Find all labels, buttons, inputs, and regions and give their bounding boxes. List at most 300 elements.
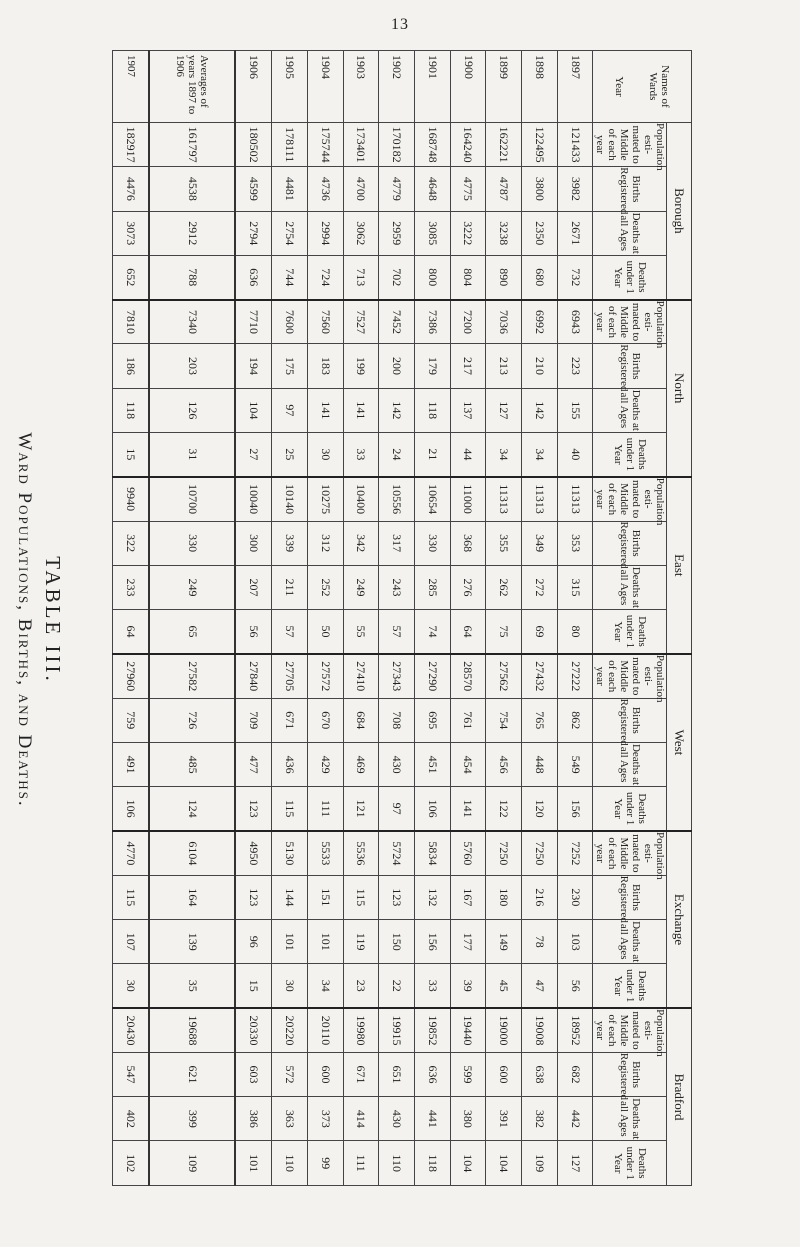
- column-header-deaths-under1: Deaths under 1 Year: [593, 610, 667, 654]
- cell-borough-population: 162221: [486, 123, 522, 167]
- cell-north-deaths-all: 142: [379, 388, 415, 432]
- cell-borough-deaths-all: 3062: [343, 211, 379, 255]
- cell-bradford-births: 636: [414, 1052, 450, 1096]
- cell-exchange-deaths-all: 149: [486, 920, 522, 964]
- cell-borough-deaths-under1: 652: [113, 255, 150, 299]
- cell-east-births: 353: [557, 521, 593, 565]
- cell-exchange-deaths-all: 119: [343, 920, 379, 964]
- cell-borough-deaths-under1: 702: [379, 255, 415, 299]
- cell-exchange-population: 7250: [522, 831, 558, 875]
- column-header-births: Births Registered: [593, 167, 667, 211]
- cell-bradford-deaths-under1: 118: [414, 1141, 450, 1186]
- cell-west-deaths-under1: 111: [307, 787, 343, 831]
- row-label: 1906: [235, 51, 272, 123]
- cell-east-deaths-under1: 75: [486, 610, 522, 654]
- corner-header-year: Year: [613, 76, 626, 97]
- cell-east-population: 11313: [486, 477, 522, 521]
- cell-west-births: 759: [113, 698, 150, 742]
- cell-east-deaths-all: 233: [113, 565, 150, 609]
- cell-exchange-deaths-all: 150: [379, 920, 415, 964]
- cell-east-deaths-all: 211: [272, 565, 308, 609]
- cell-bradford-deaths-under1: 110: [272, 1141, 308, 1186]
- cell-north-population: 7386: [414, 300, 450, 344]
- cell-borough-deaths-under1: 800: [414, 255, 450, 299]
- cell-bradford-deaths-all: 441: [414, 1097, 450, 1141]
- cell-west-deaths-under1: 124: [149, 787, 234, 831]
- cell-bradford-deaths-under1: 110: [379, 1141, 415, 1186]
- cell-east-deaths-under1: 50: [307, 610, 343, 654]
- cell-west-deaths-under1: 106: [414, 787, 450, 831]
- table-row-1905: [272, 51, 308, 1186]
- cell-west-births: 765: [522, 698, 558, 742]
- cell-borough-deaths-all: 2994: [307, 211, 343, 255]
- cell-north-deaths-under1: 34: [486, 432, 522, 476]
- cell-east-deaths-under1: 56: [235, 610, 272, 654]
- cell-borough-deaths-under1: 636: [235, 255, 272, 299]
- cell-north-births: 179: [414, 344, 450, 388]
- cell-borough-population: 164240: [450, 123, 486, 167]
- cell-borough-population: 173401: [343, 123, 379, 167]
- cell-west-population: 27222: [557, 654, 593, 698]
- cell-borough-population: 170182: [379, 123, 415, 167]
- cell-north-births: 200: [379, 344, 415, 388]
- cell-exchange-population: 5533: [307, 831, 343, 875]
- cell-west-deaths-under1: 120: [522, 787, 558, 831]
- cell-bradford-population: 18952: [557, 1008, 593, 1052]
- cell-exchange-deaths-under1: 56: [557, 964, 593, 1008]
- cell-bradford-deaths-under1: 109: [522, 1141, 558, 1186]
- corner-header: [593, 51, 692, 123]
- cell-exchange-births: 115: [343, 875, 379, 919]
- column-header-births: Births Registered: [593, 875, 667, 919]
- cell-exchange-deaths-under1: 23: [343, 964, 379, 1008]
- cell-borough-births: 4700: [343, 167, 379, 211]
- row-label: 1905: [272, 51, 308, 123]
- cell-exchange-population: 5130: [272, 831, 308, 875]
- cell-borough-deaths-all: 3238: [486, 211, 522, 255]
- ward-header-row: [667, 51, 692, 1186]
- cell-west-deaths-under1: 106: [113, 787, 150, 831]
- cell-east-deaths-all: 285: [414, 565, 450, 609]
- cell-borough-deaths-all: 3222: [450, 211, 486, 255]
- row-label: 1897: [557, 51, 593, 123]
- cell-east-births: 355: [486, 521, 522, 565]
- cell-bradford-deaths-under1: 99: [307, 1141, 343, 1186]
- cell-west-population: 27290: [414, 654, 450, 698]
- cell-borough-deaths-all: 2794: [235, 211, 272, 255]
- cell-east-deaths-under1: 57: [272, 610, 308, 654]
- page-number: 13: [391, 16, 409, 33]
- row-label: 1899: [486, 51, 522, 123]
- cell-east-deaths-under1: 69: [522, 610, 558, 654]
- cell-west-deaths-all: 448: [522, 742, 558, 786]
- cell-north-population: 7560: [307, 300, 343, 344]
- cell-borough-deaths-under1: 732: [557, 255, 593, 299]
- cell-north-deaths-under1: 33: [343, 432, 379, 476]
- cell-borough-deaths-all: 2350: [522, 211, 558, 255]
- cell-north-births: 213: [486, 344, 522, 388]
- cell-east-deaths-all: 249: [149, 565, 234, 609]
- cell-west-population: 27840: [235, 654, 272, 698]
- cell-borough-births: 4538: [149, 167, 234, 211]
- cell-exchange-deaths-under1: 15: [235, 964, 272, 1008]
- cell-west-deaths-all: 549: [557, 742, 593, 786]
- cell-bradford-births: 638: [522, 1052, 558, 1096]
- cell-exchange-deaths-all: 177: [450, 920, 486, 964]
- cell-east-deaths-all: 243: [379, 565, 415, 609]
- table-row-1899: [486, 51, 522, 1186]
- cell-west-population: 27582: [149, 654, 234, 698]
- ward-header-east: East: [667, 477, 692, 654]
- cell-exchange-births: 132: [414, 875, 450, 919]
- cell-bradford-births: 621: [149, 1052, 234, 1096]
- cell-borough-population: 182917: [113, 123, 150, 167]
- cell-north-population: 7600: [272, 300, 308, 344]
- cell-east-births: 300: [235, 521, 272, 565]
- column-header-births: Births Registered: [593, 344, 667, 388]
- cell-bradford-population: 19852: [414, 1008, 450, 1052]
- column-header-deaths-under1: Deaths under 1 Year: [593, 432, 667, 476]
- cell-north-deaths-under1: 21: [414, 432, 450, 476]
- cell-borough-deaths-all: 2754: [272, 211, 308, 255]
- cell-exchange-deaths-all: 78: [522, 920, 558, 964]
- cell-north-births: 210: [522, 344, 558, 388]
- column-header-row: [593, 51, 667, 1186]
- cell-west-deaths-under1: 115: [272, 787, 308, 831]
- cell-bradford-population: 20430: [113, 1008, 150, 1052]
- cell-east-population: 10654: [414, 477, 450, 521]
- cell-east-births: 317: [379, 521, 415, 565]
- cell-east-deaths-all: 262: [486, 565, 522, 609]
- cell-north-deaths-under1: 25: [272, 432, 308, 476]
- cell-west-deaths-all: 469: [343, 742, 379, 786]
- cell-exchange-population: 4950: [235, 831, 272, 875]
- cell-bradford-deaths-all: 380: [450, 1097, 486, 1141]
- cell-west-deaths-under1: 97: [379, 787, 415, 831]
- cell-north-deaths-under1: 27: [235, 432, 272, 476]
- cell-east-population: 10140: [272, 477, 308, 521]
- column-header-population: Population esti-mated to Middle of each year: [593, 832, 666, 880]
- cell-east-deaths-under1: 64: [113, 610, 150, 654]
- cell-east-births: 349: [522, 521, 558, 565]
- ward-header-bradford: Bradford: [667, 1008, 692, 1185]
- cell-east-population: 11000: [450, 477, 486, 521]
- cell-north-population: 7810: [113, 300, 150, 344]
- cell-west-deaths-under1: 122: [486, 787, 522, 831]
- cell-borough-deaths-under1: 744: [272, 255, 308, 299]
- cell-bradford-births: 600: [307, 1052, 343, 1096]
- cell-north-population: 6943: [557, 300, 593, 344]
- cell-exchange-population: 4770: [113, 831, 150, 875]
- table-title-caption: Ward Populations, Births, and Deaths.: [13, 432, 35, 808]
- cell-bradford-births: 547: [113, 1052, 150, 1096]
- table-row-1903: [343, 51, 379, 1186]
- cell-borough-population: 161797: [149, 123, 234, 167]
- cell-bradford-births: 603: [235, 1052, 272, 1096]
- ward-header-borough: Borough: [667, 123, 692, 300]
- cell-north-deaths-all: 141: [343, 388, 379, 432]
- table-row-averages: [149, 51, 234, 1186]
- cell-exchange-births: 123: [379, 875, 415, 919]
- cell-north-deaths-all: 118: [414, 388, 450, 432]
- cell-bradford-births: 682: [557, 1052, 593, 1096]
- cell-east-population: 11313: [522, 477, 558, 521]
- cell-west-deaths-all: 491: [113, 742, 150, 786]
- cell-north-deaths-under1: 15: [113, 432, 150, 476]
- ward-header-exchange: Exchange: [667, 831, 692, 1008]
- column-header-population: Population esti-mated to Middle of each year: [593, 1009, 666, 1057]
- cell-east-population: 10275: [307, 477, 343, 521]
- cell-bradford-deaths-under1: 104: [450, 1141, 486, 1186]
- cell-north-deaths-under1: 34: [522, 432, 558, 476]
- cell-north-births: 175: [272, 344, 308, 388]
- cell-exchange-deaths-all: 101: [307, 920, 343, 964]
- row-label: Averages of years 1897 to 1906: [149, 51, 234, 123]
- cell-north-births: 203: [149, 344, 234, 388]
- cell-borough-births: 4779: [379, 167, 415, 211]
- cell-north-deaths-all: 104: [235, 388, 272, 432]
- cell-east-births: 330: [414, 521, 450, 565]
- ward-header-north: North: [667, 300, 692, 477]
- cell-bradford-deaths-all: 386: [235, 1097, 272, 1141]
- cell-east-deaths-under1: 64: [450, 610, 486, 654]
- cell-east-births: 368: [450, 521, 486, 565]
- column-header-population: Population esti-mated to Middle of each year: [593, 477, 666, 526]
- cell-borough-population: 121433: [557, 123, 593, 167]
- cell-north-deaths-all: 127: [486, 388, 522, 432]
- cell-north-population: 7036: [486, 300, 522, 344]
- cell-exchange-population: 6104: [149, 831, 234, 875]
- cell-east-population: 11313: [557, 477, 593, 521]
- row-label: 1900: [450, 51, 486, 123]
- table-row-1898: [522, 51, 558, 1186]
- cell-exchange-births: 144: [272, 875, 308, 919]
- column-header-deaths-under1: Deaths under 1 Year: [593, 255, 667, 299]
- cell-north-births: 186: [113, 344, 150, 388]
- cell-borough-population: 122495: [522, 123, 558, 167]
- cell-north-births: 194: [235, 344, 272, 388]
- cell-north-population: 7200: [450, 300, 486, 344]
- cell-bradford-births: 651: [379, 1052, 415, 1096]
- cell-west-population: 27410: [343, 654, 379, 698]
- cell-north-deaths-all: 118: [113, 388, 150, 432]
- cell-west-births: 684: [343, 698, 379, 742]
- cell-exchange-deaths-under1: 30: [113, 964, 150, 1008]
- cell-east-births: 330: [149, 521, 234, 565]
- table-title: [10, 70, 68, 1170]
- column-header-deaths-all: Deaths at all Ages: [593, 742, 667, 786]
- cell-east-births: 322: [113, 521, 150, 565]
- cell-east-deaths-under1: 57: [379, 610, 415, 654]
- cell-bradford-deaths-all: 414: [343, 1097, 379, 1141]
- cell-borough-births: 4736: [307, 167, 343, 211]
- cell-west-deaths-all: 430: [379, 742, 415, 786]
- cell-north-deaths-under1: 30: [307, 432, 343, 476]
- column-header-population: Population esti-mated to Middle of each year: [593, 654, 666, 703]
- cell-exchange-births: 151: [307, 875, 343, 919]
- cell-north-deaths-all: 141: [307, 388, 343, 432]
- cell-exchange-births: 164: [149, 875, 234, 919]
- cell-borough-deaths-under1: 713: [343, 255, 379, 299]
- cell-east-deaths-all: 272: [522, 565, 558, 609]
- cell-borough-births: 4775: [450, 167, 486, 211]
- cell-bradford-population: 20220: [272, 1008, 308, 1052]
- cell-exchange-births: 115: [113, 875, 150, 919]
- column-header-deaths-all: Deaths at all Ages: [593, 211, 667, 255]
- cell-west-deaths-all: 451: [414, 742, 450, 786]
- cell-north-deaths-under1: 40: [557, 432, 593, 476]
- cell-bradford-deaths-under1: 104: [486, 1141, 522, 1186]
- cell-west-deaths-all: 429: [307, 742, 343, 786]
- cell-east-population: 10400: [343, 477, 379, 521]
- cell-exchange-deaths-under1: 47: [522, 964, 558, 1008]
- cell-west-deaths-all: 456: [486, 742, 522, 786]
- cell-bradford-deaths-all: 402: [113, 1097, 150, 1141]
- cell-west-births: 708: [379, 698, 415, 742]
- cell-north-population: 7340: [149, 300, 234, 344]
- cell-north-deaths-under1: 31: [149, 432, 234, 476]
- cell-west-population: 27562: [486, 654, 522, 698]
- cell-bradford-deaths-under1: 109: [149, 1141, 234, 1186]
- cell-west-population: 27343: [379, 654, 415, 698]
- cell-west-deaths-all: 454: [450, 742, 486, 786]
- cell-exchange-deaths-under1: 45: [486, 964, 522, 1008]
- cell-east-deaths-under1: 74: [414, 610, 450, 654]
- column-header-population: Population esti-mated to Middle of each year: [593, 123, 666, 171]
- cell-east-population: 10556: [379, 477, 415, 521]
- rotated-table-container: [112, 50, 692, 1186]
- cell-borough-deaths-all: 3073: [113, 211, 150, 255]
- table-row-1906: [235, 51, 272, 1186]
- cell-bradford-deaths-under1: 111: [343, 1141, 379, 1186]
- cell-west-deaths-all: 436: [272, 742, 308, 786]
- cell-west-births: 726: [149, 698, 234, 742]
- cell-exchange-births: 216: [522, 875, 558, 919]
- cell-west-births: 754: [486, 698, 522, 742]
- cell-east-population: 10040: [235, 477, 272, 521]
- cell-borough-births: 4599: [235, 167, 272, 211]
- cell-exchange-deaths-all: 156: [414, 920, 450, 964]
- column-header-population: Population esti-mated to Middle of each year: [593, 300, 666, 349]
- cell-exchange-population: 7252: [557, 831, 593, 875]
- cell-north-population: 7527: [343, 300, 379, 344]
- row-label: 1898: [522, 51, 558, 123]
- cell-bradford-population: 19008: [522, 1008, 558, 1052]
- corner-header-names: Names of Wards: [647, 65, 672, 108]
- cell-north-population: 7710: [235, 300, 272, 344]
- column-header-births: Births Registered: [593, 1052, 667, 1096]
- cell-north-births: 217: [450, 344, 486, 388]
- cell-exchange-births: 123: [235, 875, 272, 919]
- cell-east-deaths-all: 276: [450, 565, 486, 609]
- row-label: 1902: [379, 51, 415, 123]
- cell-north-deaths-under1: 44: [450, 432, 486, 476]
- cell-west-deaths-under1: 121: [343, 787, 379, 831]
- cell-exchange-deaths-under1: 35: [149, 964, 234, 1008]
- table-row-1900: [450, 51, 486, 1186]
- cell-west-births: 862: [557, 698, 593, 742]
- cell-north-deaths-under1: 24: [379, 432, 415, 476]
- cell-north-deaths-all: 155: [557, 388, 593, 432]
- cell-east-deaths-under1: 80: [557, 610, 593, 654]
- column-header-births: Births Registered: [593, 698, 667, 742]
- cell-north-births: 183: [307, 344, 343, 388]
- cell-north-deaths-all: 126: [149, 388, 234, 432]
- cell-borough-births: 4481: [272, 167, 308, 211]
- cell-bradford-deaths-all: 382: [522, 1097, 558, 1141]
- cell-north-deaths-all: 142: [522, 388, 558, 432]
- cell-borough-births: 3800: [522, 167, 558, 211]
- cell-east-population: 9940: [113, 477, 150, 521]
- cell-bradford-population: 19980: [343, 1008, 379, 1052]
- cell-west-population: 27705: [272, 654, 308, 698]
- row-label: 1904: [307, 51, 343, 123]
- cell-borough-population: 178111: [272, 123, 308, 167]
- cell-bradford-births: 600: [486, 1052, 522, 1096]
- cell-exchange-deaths-under1: 22: [379, 964, 415, 1008]
- cell-bradford-deaths-under1: 127: [557, 1141, 593, 1186]
- cell-bradford-deaths-all: 391: [486, 1097, 522, 1141]
- cell-borough-deaths-under1: 724: [307, 255, 343, 299]
- cell-east-births: 342: [343, 521, 379, 565]
- cell-exchange-deaths-all: 107: [113, 920, 150, 964]
- cell-bradford-population: 19915: [379, 1008, 415, 1052]
- cell-bradford-births: 671: [343, 1052, 379, 1096]
- cell-bradford-deaths-all: 430: [379, 1097, 415, 1141]
- cell-bradford-deaths-under1: 102: [113, 1141, 150, 1186]
- cell-west-population: 27960: [113, 654, 150, 698]
- cell-exchange-deaths-under1: 30: [272, 964, 308, 1008]
- cell-borough-deaths-all: 2912: [149, 211, 234, 255]
- cell-borough-births: 3982: [557, 167, 593, 211]
- column-header-deaths-all: Deaths at all Ages: [593, 1097, 667, 1141]
- cell-borough-births: 4787: [486, 167, 522, 211]
- column-header-births: Births Registered: [593, 521, 667, 565]
- ward-populations-table: [112, 50, 692, 1186]
- cell-east-deaths-all: 249: [343, 565, 379, 609]
- cell-north-population: 6992: [522, 300, 558, 344]
- cell-borough-births: 4476: [113, 167, 150, 211]
- column-header-deaths-all: Deaths at all Ages: [593, 388, 667, 432]
- table-row-1907: [113, 51, 150, 1186]
- cell-borough-deaths-under1: 890: [486, 255, 522, 299]
- table-row-1901: [414, 51, 450, 1186]
- cell-north-deaths-all: 97: [272, 388, 308, 432]
- cell-east-population: 10700: [149, 477, 234, 521]
- cell-east-deaths-all: 207: [235, 565, 272, 609]
- cell-borough-births: 4648: [414, 167, 450, 211]
- cell-exchange-deaths-all: 103: [557, 920, 593, 964]
- row-label: 1907: [113, 51, 150, 123]
- cell-west-births: 709: [235, 698, 272, 742]
- cell-west-births: 761: [450, 698, 486, 742]
- cell-exchange-deaths-under1: 33: [414, 964, 450, 1008]
- cell-exchange-population: 5536: [343, 831, 379, 875]
- cell-east-births: 312: [307, 521, 343, 565]
- cell-north-births: 199: [343, 344, 379, 388]
- cell-west-births: 695: [414, 698, 450, 742]
- cell-bradford-population: 20330: [235, 1008, 272, 1052]
- row-label: 1901: [414, 51, 450, 123]
- cell-east-births: 339: [272, 521, 308, 565]
- cell-exchange-population: 5834: [414, 831, 450, 875]
- cell-west-births: 670: [307, 698, 343, 742]
- cell-borough-deaths-under1: 804: [450, 255, 486, 299]
- cell-east-deaths-all: 252: [307, 565, 343, 609]
- cell-exchange-population: 5724: [379, 831, 415, 875]
- cell-west-deaths-all: 477: [235, 742, 272, 786]
- cell-north-population: 7452: [379, 300, 415, 344]
